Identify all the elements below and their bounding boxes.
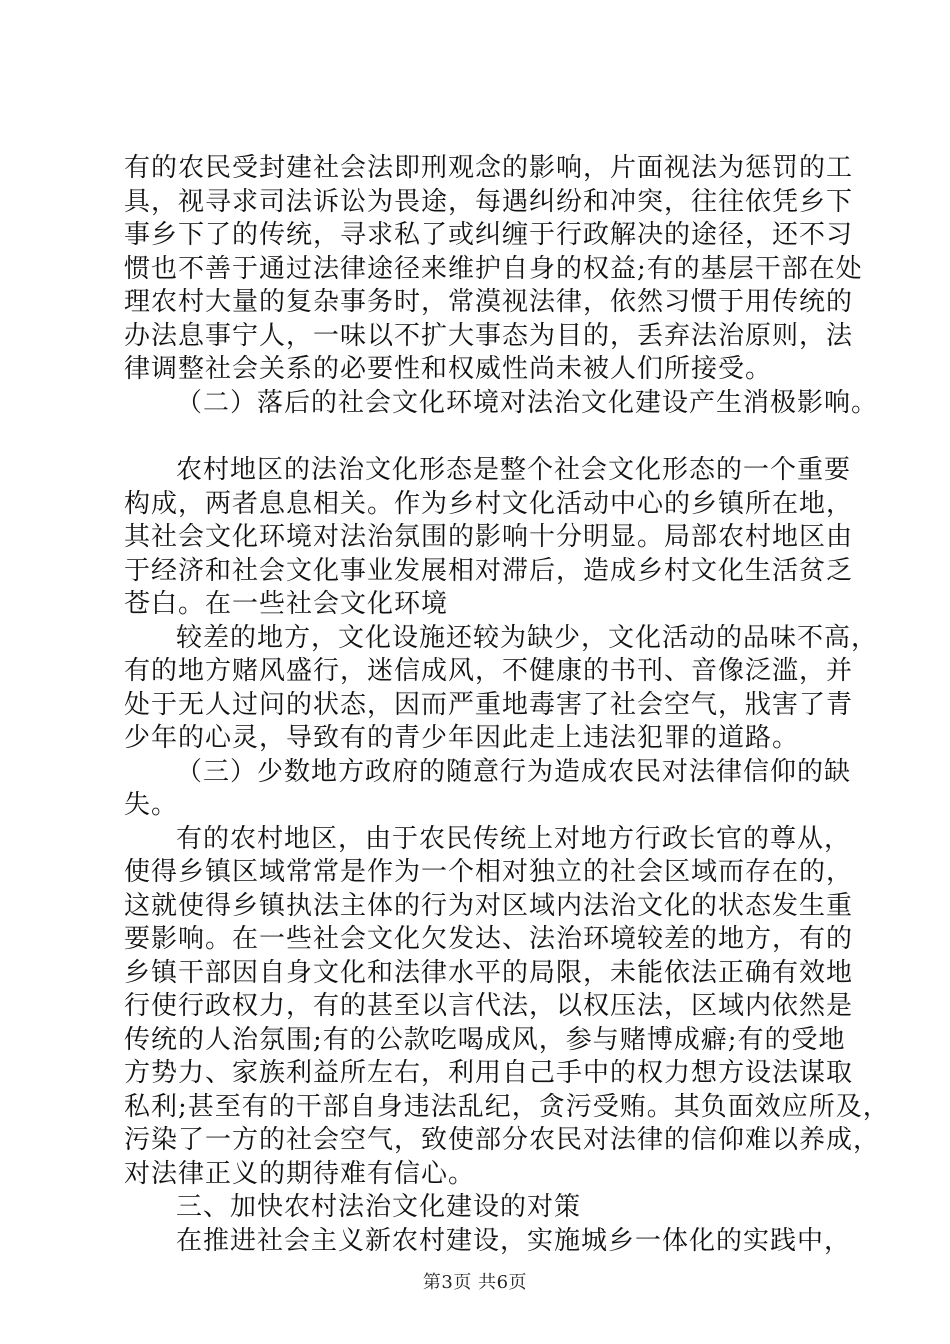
text-line: 有的农民受封建社会法即刑观念的影响，片面视法为惩罚的工: [124, 153, 854, 183]
text-line: 较差的地方，文化设施还较为缺少，文化活动的品味不高，: [176, 622, 879, 653]
text-line: 行使行政权力，有的甚至以言代法，以权压法，区域内依然是: [124, 991, 854, 1021]
paragraph-continuation: [124, 152, 863, 387]
text-line: 方势力、家族利益所左右，利用自己手中的权力想方设法谋取: [124, 1058, 854, 1088]
text-line: 于经济和社会文化事业发展相对滞后，造成乡村文化生活贫乏: [124, 555, 854, 586]
paragraph: [124, 454, 854, 622]
heading-line: 三、加快农村法治文化建设的对策: [176, 1192, 582, 1222]
text-line: 农村地区的法治文化形态是整个社会文化形态的一个重要: [176, 455, 852, 485]
part-heading-3: [124, 1191, 844, 1225]
page-number-footer: 第3页 共6页: [422, 1272, 528, 1293]
heading-line: （三）少数地方政府的随意行为造成农民对法律信仰的缺: [176, 756, 852, 787]
text-line: 具，视寻求司法诉讼为畏途，每遇纠纷和冲突，往往依凭乡下: [124, 186, 854, 217]
text-line: 污染了一方的社会空气，致使部分农民对法律的信仰难以养成，: [124, 1125, 881, 1155]
text-line: 要影响。在一些社会文化欠发达、法治环境较差的地方，有的: [124, 924, 854, 954]
text-line: 对法律正义的期待难有信心。: [124, 1158, 476, 1189]
section-heading-2: [124, 387, 879, 421]
text-line: 处于无人过问的状态，因而严重地毒害了社会空气，戕害了青: [124, 689, 854, 720]
text-line: 私利;甚至有的干部自身违法乱纪，贪污受贿。其负面效应所及，: [124, 1091, 890, 1122]
text-line: 有的地方赌风盛行，迷信成风，不健康的书刊、音像泛滥，并: [124, 656, 854, 686]
document-body: [124, 152, 890, 1258]
text-line: 乡镇干部因自身文化和法律水平的局限，未能依法正确有效地: [124, 957, 854, 988]
paragraph-spacer: [124, 420, 844, 454]
text-line: 在推进社会主义新农村建设，实施城乡一体化的实践中，: [176, 1225, 852, 1256]
text-line: 这就使得乡镇执法主体的行为对区域内法治文化的状态发生重: [124, 890, 854, 921]
paragraph: [124, 823, 890, 1192]
section-heading-3: [124, 756, 852, 823]
text-line: 传统的人治氛围;有的公款吃喝成风，参与赌博成癖;有的受地: [124, 1024, 846, 1055]
text-line: 有的农村地区，由于农民传统上对地方行政长官的尊从，: [176, 823, 852, 854]
text-line: 惯也不善于通过法律途径来维护自身的权益;有的基层干部在处: [124, 253, 863, 284]
text-line: 构成，两者息息相关。作为乡村文化活动中心的乡镇所在地，: [124, 488, 854, 519]
text-line: 苍白。在一些社会文化环境: [124, 589, 449, 619]
text-line: 理农村大量的复杂事务时，常漠视法律，依然习惯于用传统的: [124, 287, 854, 317]
text-line: 使得乡镇区域常常是作为一个相对独立的社会区域而存在的，: [124, 857, 854, 887]
text-line: 少年的心灵，导致有的青少年因此走上违法犯罪的道路。: [124, 723, 800, 753]
paragraph: [124, 1225, 852, 1259]
text-line: 事乡下了的传统，寻求私了或纠缠于行政解决的途径，还不习: [124, 220, 854, 250]
text-line: 律调整社会关系的必要性和权威性尚未被人们所接受。: [124, 354, 773, 384]
heading-line: （二）落后的社会文化环境对法治文化建设产生消极影响。: [176, 387, 879, 418]
text-line: 其社会文化环境对法治氛围的影响十分明显。局部农村地区由: [124, 522, 854, 552]
text-line: 办法息事宁人，一味以不扩大事态为目的，丢弃法治原则，法: [124, 320, 854, 351]
heading-line: 失。: [124, 790, 179, 820]
paragraph: [124, 622, 879, 756]
